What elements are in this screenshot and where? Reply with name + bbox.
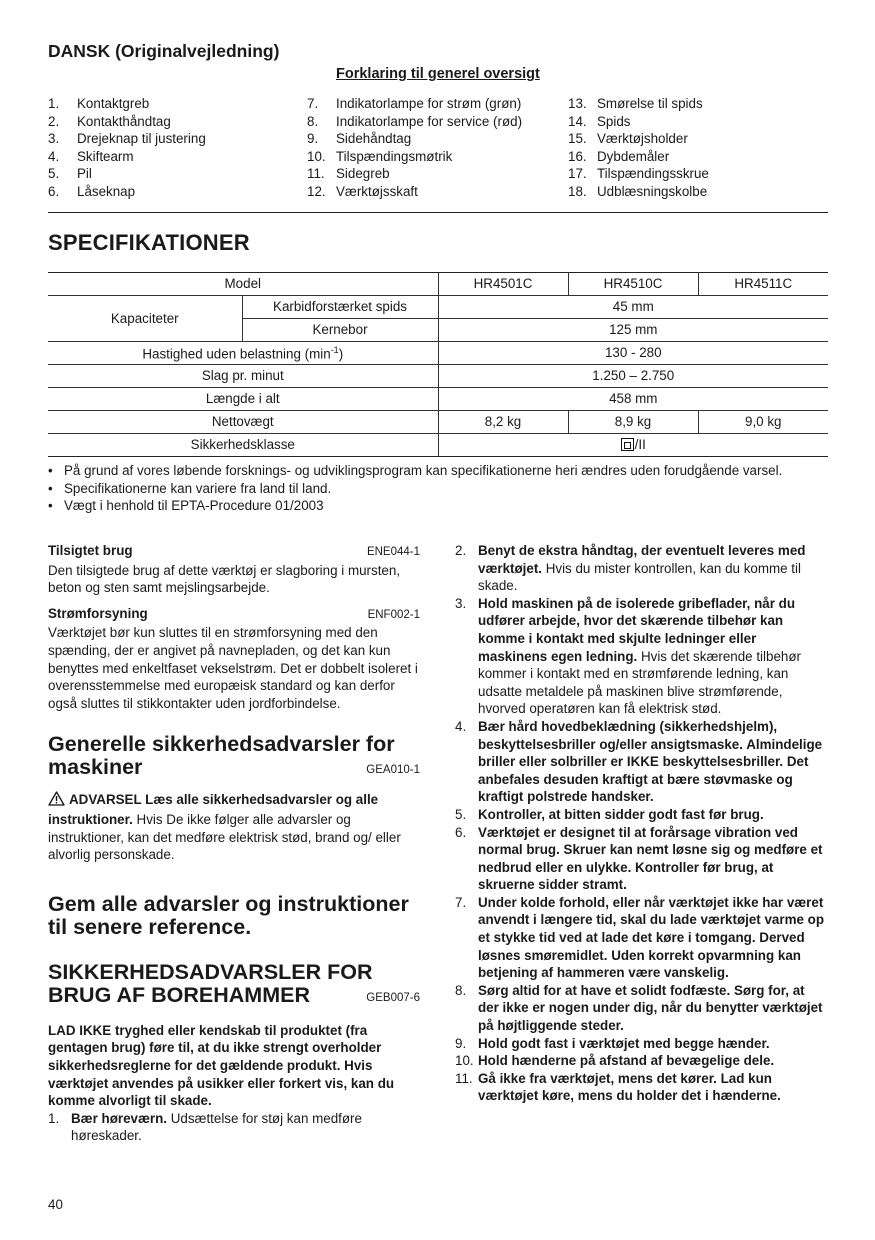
item-number: 9.	[307, 131, 319, 147]
heading-line: Generelle sikkerhedsadvarsler for	[48, 732, 395, 757]
general-safety-heading	[48, 733, 420, 779]
heading-row	[48, 984, 420, 1007]
item-text	[478, 824, 827, 894]
parts-list	[48, 95, 828, 205]
item-text	[478, 894, 827, 982]
item-bold: Bær hård hovedbeklædning (sikkerhedshjelm), beskyttelsesbriller og/eller ansigtsmaske. Almindelige briller eller solbriller er IKKE beskyttelsesbriller. Det anbefales desuden kraftigt at bære støvmaske og kraftigt polstrede handsker.	[478, 718, 823, 805]
item-number: 5.	[455, 806, 467, 822]
item-number: 11.	[455, 1070, 473, 1086]
table-row	[48, 342, 828, 365]
item-number: 8.	[455, 982, 467, 998]
power-supply-text: Værktøjet bør kun sluttes til en strømforsyning med den spænding, der er angivet på navnepladen, og det kan kun benyttes med enkeltfaset vekselstrøm. Det er dobbelt isoleret i overensstemmelse med europæisk standard og kan derfor også sluttes til stikkontakter uden jordforbindelse.	[48, 625, 418, 711]
item-number: 3.	[455, 595, 467, 611]
section-code: ENE044-1	[366, 546, 420, 558]
list-item	[568, 130, 828, 148]
item-label: Dybdemåler	[597, 148, 670, 164]
list-item	[48, 113, 308, 131]
table-cell: 8,2 kg	[438, 411, 568, 434]
speed-label: Hastighed uden belastning (min	[142, 346, 331, 362]
table-cell: Sikkerhedsklasse	[48, 434, 438, 457]
item-text	[478, 982, 827, 1035]
item-label: Spids	[597, 113, 631, 129]
heading-line: BRUG AF BOREHAMMER	[48, 982, 310, 1007]
item-bold: Kontroller, at bitten sidder godt fast før brug.	[478, 806, 764, 822]
list-item	[568, 95, 828, 113]
list-item	[48, 462, 838, 480]
parts-column-2	[307, 95, 567, 201]
item-number: 1.	[48, 96, 60, 111]
bullet: •	[48, 480, 53, 496]
spec-notes	[48, 462, 838, 515]
page-number: 40	[48, 1197, 63, 1212]
speed-label-close: )	[338, 346, 344, 362]
item-normal: Hvis du mister kontrollen, kan du komme til skade.	[478, 560, 801, 594]
general-safety-warning	[48, 791, 420, 863]
hammer-safety-intro: LAD IKKE tryghed eller kendskab til produktet (fra gentagen brug) føre til, at du ikke strengt overholder sikkerhedsreglerne for det gældende produkt. Hvis værktøjet anvendes på usikker eller forkert vis, kan du komme alvorligt til skade.	[48, 1022, 395, 1109]
item-text	[478, 1035, 770, 1053]
item-label: Pil	[77, 166, 92, 182]
table-cell: HR4510C	[568, 273, 698, 296]
item-label: Kontakthåndtag	[77, 113, 171, 129]
section-title: Tilsigtet brug	[48, 543, 133, 558]
item-bold: Under kolde forhold, eller når værktøjet ikke har været anvendt i længere tid, skal du lade værktøjet varme op et stykke tid ved at lade det køre i tomgang. Derved løsnes smøremidlet. Uden korrekt opvarmning kan betjening af hammeren være vanskelig.	[478, 894, 825, 981]
list-item	[307, 148, 567, 166]
power-supply-heading	[48, 605, 420, 625]
item-number: 2.	[455, 543, 467, 558]
item-number: 5.	[48, 166, 60, 182]
table-cell: 130 - 280	[438, 342, 828, 365]
list-item	[48, 165, 308, 183]
item-number: 4.	[48, 148, 60, 164]
table-cell: Kapaciteter	[48, 296, 242, 342]
section-code: ENF002-1	[367, 608, 420, 621]
overview-title: Forklaring til generel oversigt	[336, 66, 540, 82]
item-bold: Bær høreværn.	[71, 1110, 167, 1126]
section-code: GEB007-6	[366, 991, 420, 1004]
table-row	[48, 411, 828, 434]
list-item	[455, 595, 827, 718]
list-item	[455, 824, 827, 894]
item-label: Tilspændingsmøtrik	[336, 148, 453, 164]
speed-unit-exponent: -1	[330, 345, 339, 356]
list-item	[455, 718, 827, 806]
right-column	[455, 542, 827, 1105]
table-cell: Karbidforstærket spids	[242, 296, 438, 319]
parts-column-1	[48, 95, 308, 201]
list-item	[455, 542, 827, 595]
table-cell: 9,0 kg	[698, 411, 828, 434]
list-item	[455, 894, 827, 982]
item-number: 10.	[455, 1053, 474, 1069]
left-column	[48, 542, 420, 1145]
item-number: 7.	[307, 96, 319, 111]
item-bold: Hold maskinen på de isolerede gribeflader, når du udfører arbejde, hvor det skærende tilbehør kan komme i kontakt med skjulte ledninger eller maskinens egen ledning.	[478, 595, 796, 664]
list-item	[48, 480, 838, 498]
intended-use-text: Den tilsigtede brug af dette værktøj er slagboring i mursten, beton og sten samt mejslingsarbejde.	[48, 562, 401, 596]
table-cell: 125 mm	[438, 319, 828, 342]
item-label: Tilspændingsskrue	[597, 166, 709, 182]
note-text: På grund af vores løbende forsknings- og udviklingsprogram kan specifikationerne heri ændres uden forudgående varsel.	[64, 463, 783, 478]
item-number: 9.	[455, 1035, 467, 1051]
table-row	[48, 273, 828, 296]
item-text	[478, 542, 827, 595]
keep-instructions-heading: Gem alle advarsler og instruktioner til senere reference.	[48, 891, 409, 939]
section-title: Strømforsyning	[48, 605, 148, 621]
warning-bold-text: ADVARSEL Læs alle sikkerhedsadvarsler og alle instruktioner.	[48, 792, 379, 827]
item-number: 11.	[307, 166, 325, 182]
table-cell: Nettovægt	[48, 411, 438, 434]
table-cell: 458 mm	[438, 388, 828, 411]
table-cell	[438, 434, 828, 457]
list-item	[568, 165, 828, 183]
list-item	[568, 113, 828, 131]
warning-icon	[48, 791, 65, 811]
table-row	[48, 365, 828, 388]
item-label: Skiftearm	[77, 148, 134, 164]
item-label: Låseknap	[77, 183, 136, 199]
item-number: 3.	[48, 131, 60, 147]
list-item	[307, 165, 567, 183]
table-cell: HR4501C	[438, 273, 568, 296]
item-label: Smørelse til spids	[597, 96, 703, 111]
specifications-table	[48, 272, 828, 457]
item-label: Værktøjsskaft	[336, 183, 418, 199]
item-normal: Hvis det skærende tilbehør kommer i kontakt med en strømførende ledning, kan udsatte metaldele på maskinen blive strømførende, hvorved operatøren kan få elektrisk stød.	[478, 648, 801, 717]
item-number: 6.	[455, 824, 467, 840]
item-bold: Hold hænderne på afstand af bevægelige dele.	[478, 1053, 775, 1069]
list-item	[48, 130, 308, 148]
list-item	[48, 183, 308, 201]
note-text: Specifikationerne kan variere fra land til land.	[64, 480, 332, 496]
list-item	[48, 497, 838, 515]
safety-class-value: /II	[634, 437, 646, 453]
table-cell: Model	[48, 273, 438, 296]
item-bold: Gå ikke fra værktøjet, mens det kører. Lad kun værktøjet køre, mens du holder det i hænderne.	[478, 1070, 781, 1104]
item-label: Kontaktgreb	[77, 96, 150, 111]
list-item	[307, 113, 567, 131]
table-row	[48, 388, 828, 411]
item-number: 8.	[307, 113, 319, 129]
item-text	[478, 806, 764, 824]
item-label: Indikatorlampe for strøm (grøn)	[336, 96, 522, 111]
intended-use-heading	[48, 542, 420, 562]
list-item	[307, 183, 567, 201]
table-row	[48, 296, 828, 319]
table-cell: HR4511C	[698, 273, 828, 296]
list-item	[48, 95, 308, 113]
item-label: Sidehåndtag	[336, 131, 412, 147]
double-insulation-icon	[621, 438, 634, 451]
item-text	[71, 1110, 420, 1145]
table-cell: Slag pr. minut	[48, 365, 438, 388]
item-normal: Udsættelse for støj kan medføre høreskader.	[71, 1110, 362, 1144]
list-item	[307, 130, 567, 148]
item-number: 2.	[48, 113, 60, 129]
item-number: 16.	[568, 148, 587, 164]
item-bold: Benyt de ekstra håndtag, der eventuelt leveres med værktøjet.	[478, 543, 806, 576]
item-number: 12.	[307, 183, 326, 199]
item-number: 14.	[568, 113, 587, 129]
table-cell	[48, 342, 438, 365]
item-text	[478, 1052, 774, 1070]
list-item	[568, 183, 828, 201]
item-text	[478, 1070, 827, 1105]
item-number: 17.	[568, 166, 587, 182]
item-bold: Hold godt fast i værktøjet med begge hænder.	[478, 1035, 770, 1051]
bullet: •	[48, 463, 53, 478]
item-number: 13.	[568, 96, 587, 111]
list-item	[48, 1110, 420, 1145]
item-label: Værktøjsholder	[597, 131, 688, 147]
item-bold: Værktøjet er designet til at forårsage vibration ved normal brug. Skruer kan nemt løsne sig og medføre et nedbrud eller en ulykke. Kontroller før brug, at skruerne sidder stramt.	[478, 824, 823, 893]
list-item	[455, 1070, 827, 1105]
heading-row	[48, 756, 420, 779]
item-number: 6.	[48, 183, 60, 199]
list-item	[455, 1035, 827, 1053]
item-text	[478, 718, 827, 806]
item-bold: Sørg altid for at have et solidt fodfæste. Sørg for, at der ikke er nogen under dig, når du benytter værktøjet på højtliggende steder.	[478, 982, 823, 1034]
list-item	[568, 148, 828, 166]
item-label: Indikatorlampe for service (rød)	[336, 113, 523, 129]
table-row	[48, 434, 828, 457]
list-item	[455, 982, 827, 1035]
item-number: 4.	[455, 718, 467, 734]
table-cell: Længde i alt	[48, 388, 438, 411]
note-text: Vægt i henhold til EPTA-Procedure 01/2003	[64, 498, 324, 514]
item-label: Sidegreb	[336, 166, 390, 182]
table-cell: 8,9 kg	[568, 411, 698, 434]
list-item	[307, 95, 567, 113]
hammer-safety-heading	[48, 961, 420, 1007]
list-item	[455, 1052, 827, 1070]
item-number: 15.	[568, 131, 587, 147]
item-label: Drejeknap til justering	[77, 131, 206, 147]
table-cell: Kernebor	[242, 319, 438, 342]
item-number: 18.	[568, 183, 587, 199]
page-title: DANSK (Originalvejledning)	[48, 41, 280, 61]
section-code: GEA010-1	[366, 764, 420, 777]
divider	[48, 212, 828, 213]
heading-line: SIKKERHEDSADVARSLER FOR	[48, 959, 373, 984]
list-item	[48, 148, 308, 166]
table-cell: 45 mm	[438, 296, 828, 319]
warning-text: Hvis De ikke følger alle advarsler og instruktioner, kan det medføre elektrisk stød, brand og/ eller alvorlig personskade.	[48, 811, 401, 863]
item-number: 10.	[307, 148, 326, 164]
list-item	[455, 806, 827, 824]
item-text	[478, 595, 827, 718]
table-cell: 1.250 – 2.750	[438, 365, 828, 388]
item-number: 1.	[48, 1110, 60, 1126]
item-number: 7.	[455, 894, 467, 910]
item-label: Udblæsningskolbe	[597, 183, 708, 199]
parts-column-3	[568, 95, 828, 201]
heading-line: maskiner	[48, 755, 143, 780]
bullet: •	[48, 498, 53, 514]
specifications-heading: SPECIFIKATIONER	[48, 230, 250, 255]
